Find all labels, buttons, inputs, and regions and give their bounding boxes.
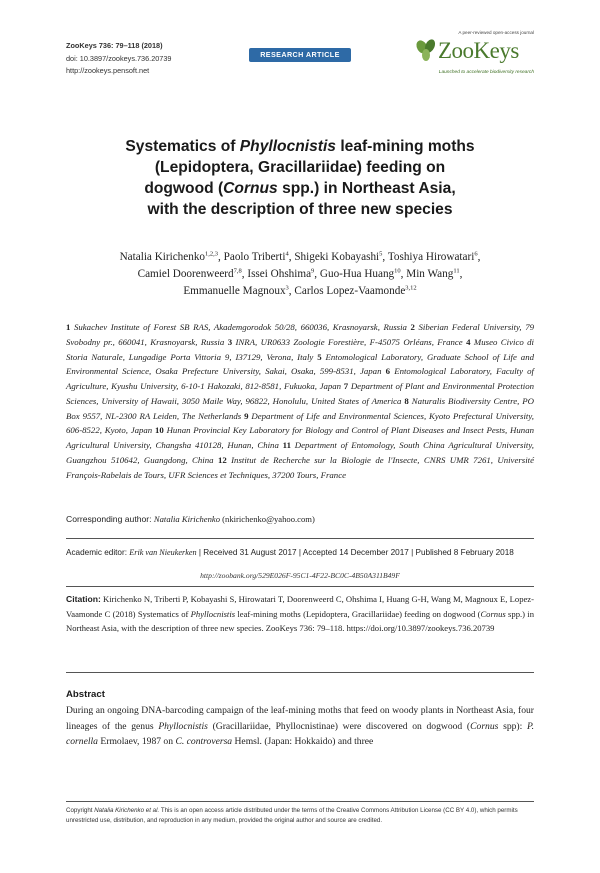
- affiliation-text: Entomological Laboratory, Faculty of Agriculture, Kyushu University, 6-10-1 Hakozaki, 812-8581, Fukuoka, Japan: [66, 366, 535, 391]
- affiliation-number: 4: [466, 336, 471, 347]
- author-affiliation-ref: 6: [474, 250, 478, 258]
- affiliation-number: 10: [154, 425, 164, 436]
- affiliation-text: Siberian Federal University, 79 Svobodny pr., 660041, Krasnoyarsk, Russia: [66, 322, 534, 347]
- title-genus: Cornus: [223, 180, 278, 197]
- title-text: spp.) in Northeast Asia,: [277, 180, 456, 197]
- dates-line: | Received 31 August 2017 | Accepted 14 December 2017 | Published 8 February 2018: [196, 548, 514, 557]
- affiliation-number: 3: [227, 336, 233, 347]
- logo-wordmark: ZooKeys: [438, 38, 519, 63]
- divider: [66, 801, 534, 802]
- divider: [66, 672, 534, 673]
- affiliation-number: 11: [282, 440, 291, 450]
- author-affiliation-ref: 11: [453, 267, 460, 275]
- author-affiliation-ref: 10: [394, 267, 401, 275]
- corresponding-email[interactable]: (nkirichenko@yahoo.com): [220, 514, 315, 524]
- zookeys-leaf-icon: [414, 38, 440, 64]
- abstract-text: Hemsl. (Japan: Hokkaido) and three: [232, 736, 374, 748]
- author-list: [66, 249, 534, 300]
- abstract-text: spp):: [498, 720, 527, 732]
- abstract-text: (Gracillariidae, Phyllocnistinae) were discovered on dogwood (: [207, 720, 471, 732]
- footer-authors: Natalia Kirichenko et al.: [94, 807, 160, 814]
- affiliation-text: Hunan Provincial Key Laboratory for Biology and Control of Plant Diseases and Insect Pests, Hunan Agricultural University, Changsha 410128, Hunan, China: [66, 425, 534, 450]
- abstract-taxon: Cornus: [470, 720, 499, 732]
- affiliation-text: Department of Entomology, South China Agricultural University, Guangzhou 510642, Guangdong, China: [66, 440, 534, 465]
- copyright-footer: [66, 806, 534, 826]
- abstract-text: Ermolaev, 1987 on: [97, 736, 176, 748]
- citation-text: Kirichenko N, Triberti P, Kobayashi S, Hirowatari T, Doorenweerd C, Ohshima I, Huang G-H, Wang M, Magnoux E, Lopez-Vaamonde C (2018) Systematics of: [66, 594, 534, 619]
- citation-doi-link[interactable]: https://doi.org/10.3897/zookeys.736.20739: [346, 623, 495, 634]
- logo-slogan: Launched to accelerate biodiversity research: [438, 70, 534, 75]
- author-affiliation-ref: 7,8: [233, 267, 242, 275]
- affiliation-text: Sukachev Institute of Forest SB RAS, Akademgorodok 50/28, 660036, Krasnoyarsk, Russia: [70, 322, 411, 332]
- author-separator: ,: [477, 251, 481, 263]
- author-name: Guo-Hua Huang: [319, 268, 395, 280]
- editorial-info: [66, 548, 534, 557]
- journal-issue: ZooKeys 736: 79–118 (2018): [66, 41, 163, 50]
- abstract-taxon: P. cornella: [66, 720, 534, 748]
- affiliations: [66, 320, 534, 482]
- divider: [66, 586, 534, 587]
- corresponding-author: [66, 514, 534, 524]
- author-name: Min Wang: [406, 268, 454, 280]
- citation-genus: Phyllocnistis: [190, 608, 236, 619]
- author-affiliation-ref: 3,12: [405, 284, 417, 292]
- title-genus: Phyllocnistis: [239, 138, 336, 155]
- author-name: Emmanuelle Magnoux: [183, 285, 286, 297]
- doi-line[interactable]: doi: 10.3897/zookeys.736.20739: [66, 53, 172, 63]
- author-name: Paolo Triberti: [223, 251, 286, 263]
- affiliation-number: 1: [66, 322, 71, 332]
- citation-genus: Cornus: [480, 608, 506, 619]
- zoobank-link[interactable]: http://zoobank.org/529E026F-95C1-4F22-BC0C-4B50A311B49F: [200, 571, 400, 580]
- corresponding-label: Corresponding author:: [66, 514, 154, 524]
- author-name: Camiel Doorenweerd: [137, 268, 234, 280]
- footer-text: Copyright: [66, 807, 95, 814]
- author-separator: ,: [459, 268, 463, 280]
- footer-text: This is an open access article distributed under the terms of the Creative Commons Attribution License (CC BY 4.0), which permits unrestricted use, distribution, and reproduction in any medium, provided the original author and source are credited.: [66, 807, 518, 824]
- article-title: [66, 136, 534, 220]
- author-name: Shigeki Kobayashi: [294, 251, 380, 263]
- affiliation-number: 7: [343, 381, 349, 391]
- author-separator: ,: [382, 251, 388, 263]
- author-affiliation-ref: 3: [285, 284, 289, 292]
- affiliation-number: 5: [317, 351, 322, 362]
- author-separator: ,: [241, 268, 248, 280]
- affiliation-text: Institut de Recherche sur la Biologie de l'Insecte, CNRS UMR 7261, Université François-Rabelais de Tours, UFR Sciences et Techniques, 37200 Tours, France: [66, 454, 534, 480]
- logo-tagline: A peer-reviewed open-access journal: [458, 30, 534, 35]
- citation: [66, 592, 534, 636]
- affiliation-text: Department of Plant and Environmental Protection Sciences, University of Hawaii, 3050 Maile Way, 96822, Honolulu, United States of America: [66, 381, 535, 406]
- title-text: Systematics of: [125, 138, 240, 155]
- title-text: with the description of three new species: [147, 201, 453, 218]
- affiliation-number: 8: [404, 395, 409, 406]
- author-separator: ,: [314, 268, 320, 280]
- divider: [66, 538, 534, 539]
- abstract-body: [66, 703, 534, 750]
- affiliation-number: 6: [385, 366, 391, 377]
- zookeys-logo[interactable]: [414, 30, 534, 80]
- affiliation-number: 9: [244, 410, 249, 421]
- affiliation-text: Museo Civico di Storia Naturale, Lungadige Porta Vittoria 9, I37129, Verona, Italy: [66, 336, 535, 362]
- author-separator: ,: [288, 285, 295, 297]
- author-affiliation-ref: 4: [285, 250, 289, 258]
- abstract-taxon: C. controversa: [175, 736, 233, 748]
- author-name: Issei Ohshima: [247, 268, 312, 280]
- author-separator: ,: [288, 251, 295, 263]
- author-separator: ,: [400, 268, 407, 280]
- affiliation-number: 2: [410, 322, 415, 332]
- journal-meta: [66, 40, 266, 78]
- abstract-heading: Abstract: [66, 689, 105, 700]
- author-affiliation-ref: 1,2,3: [205, 250, 219, 258]
- author-name: Carlos Lopez-Vaamonde: [294, 285, 406, 297]
- corresponding-name: Natalia Kirichenko: [153, 514, 221, 524]
- citation-text: spp.) in Northeast Asia, with the description of three new species. ZooKeys 736: 79–118.: [66, 608, 534, 634]
- title-text: dogwood (: [144, 180, 224, 197]
- citation-text: leaf-mining moths (Lepidoptera, Gracillariidae) feeding on dogwood (: [235, 608, 481, 619]
- author-separator: ,: [218, 251, 224, 263]
- affiliation-text: Naturalis Biodiversity Centre, PO Box 9557, NL-2300 RA Leiden, The Netherlands: [66, 395, 535, 421]
- affiliation-text: INRA, UR0633 Zoologie Forestière, F-45075 Orléans, France: [232, 336, 467, 347]
- author-affiliation-ref: 9: [311, 267, 315, 275]
- affiliation-text: Entomological Laboratory, Graduate School of Life and Environmental Science, Osaka Prefecture University, Sakai, Osaka, 599-8531, Japan: [66, 351, 534, 377]
- title-text: (Lepidoptera, Gracillariidae) feeding on: [154, 159, 446, 176]
- citation-label: Citation:: [66, 594, 101, 604]
- affiliation-number: 12: [217, 454, 227, 465]
- journal-url[interactable]: http://zookeys.pensoft.net: [66, 66, 150, 75]
- title-text: leaf-mining moths: [335, 138, 475, 155]
- abstract-taxon: Phyllocnistis: [158, 720, 208, 732]
- author-name: Toshiya Hirowatari: [387, 251, 475, 263]
- affiliation-text: Department of Life and Environmental Sciences, Kyoto Prefectural University, 606-8522, Kyoto, Japan: [66, 410, 534, 436]
- article-type-badge: RESEARCH ARTICLE: [249, 48, 351, 62]
- editor-name: Erik van Nieukerken: [129, 548, 197, 557]
- author-affiliation-ref: 5: [379, 250, 383, 258]
- editor-label: Academic editor:: [66, 548, 130, 557]
- author-name: Natalia Kirichenko: [119, 251, 206, 263]
- abstract-text: During an ongoing DNA-barcoding campaign of the leaf-mining moths that feed on woody plants in Northeast Asia, four lineages of the genus: [66, 705, 534, 732]
